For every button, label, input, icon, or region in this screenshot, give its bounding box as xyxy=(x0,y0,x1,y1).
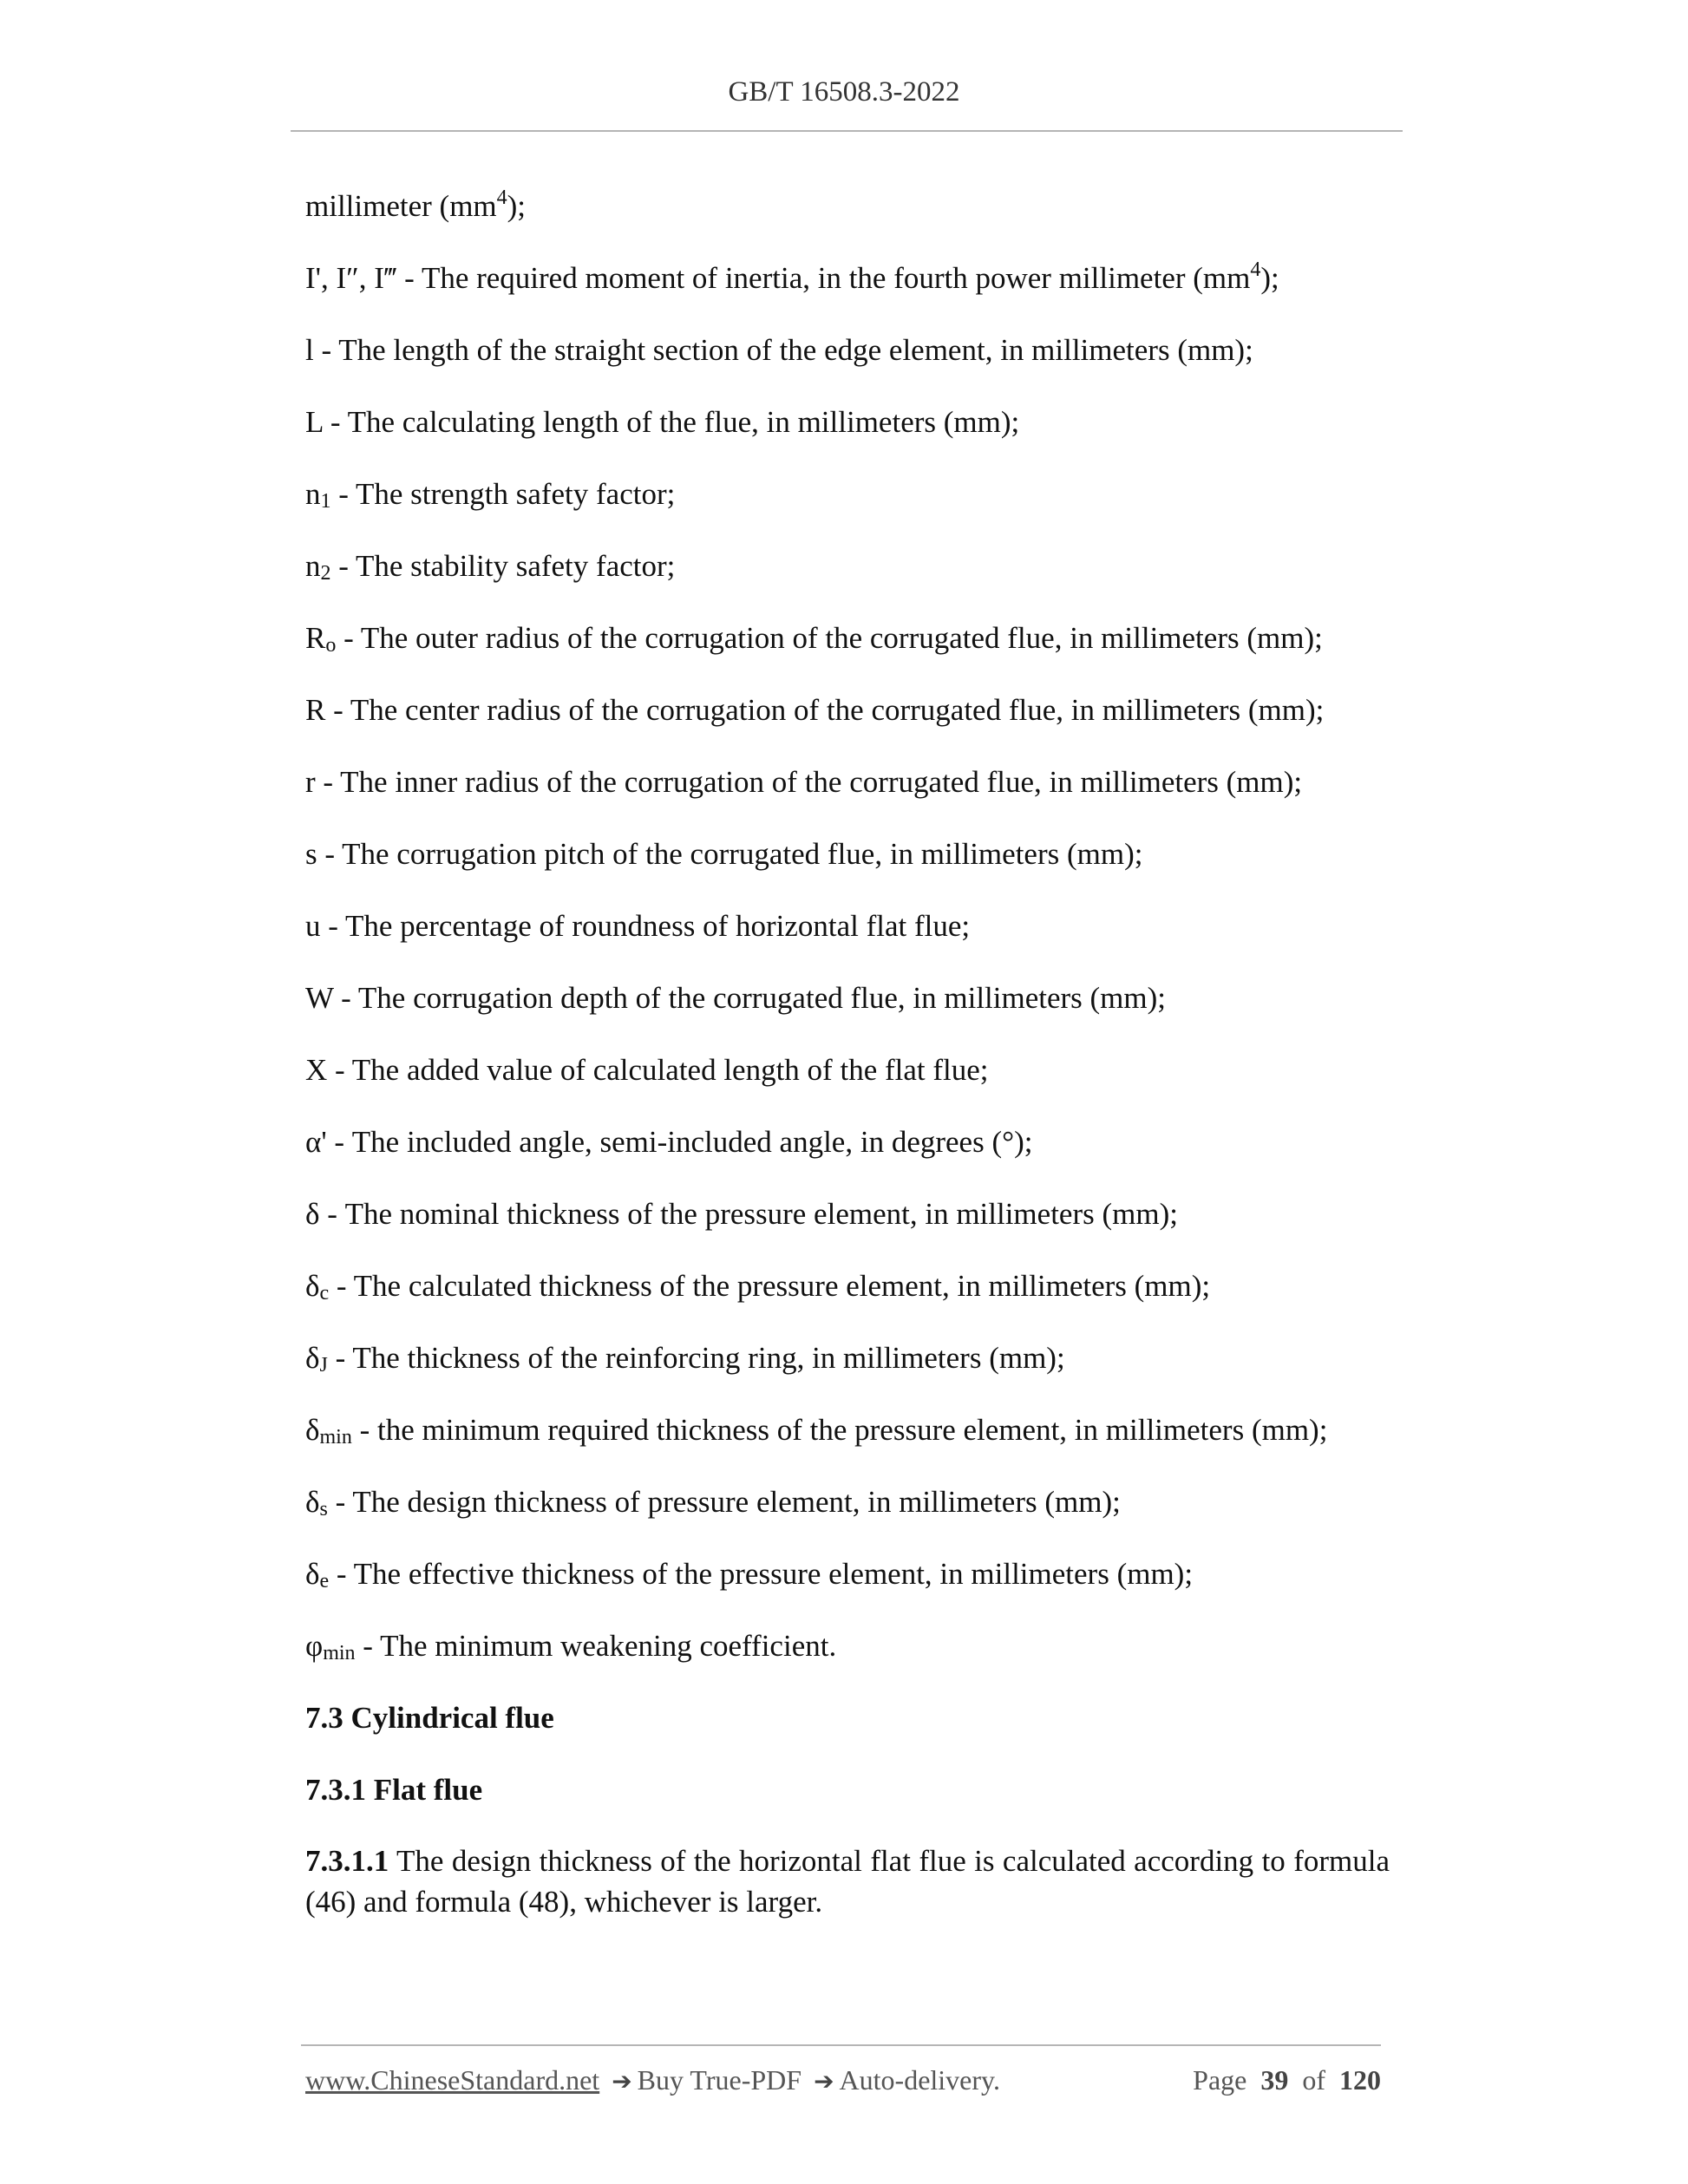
footer-divider xyxy=(301,2044,1381,2046)
symbol-text: δ - The nominal thickness of the pressure element, in millimeters (mm); xyxy=(305,1197,1178,1231)
symbol-text: n xyxy=(305,477,321,511)
definition-text: - The effective thickness of the pressure element, in millimeters (mm); xyxy=(329,1557,1194,1591)
symbol-text: R xyxy=(305,621,326,655)
definition-line xyxy=(305,329,1390,372)
definition-line xyxy=(305,617,1390,660)
section-heading-7-3: 7.3 Cylindrical flue xyxy=(305,1701,554,1735)
definition-line xyxy=(305,977,1390,1020)
right-arrow-icon: ➔ xyxy=(814,2067,834,2096)
symbol-subscript: o xyxy=(325,634,337,657)
definition-text: - The design thickness of pressure element, in millimeters (mm); xyxy=(327,1485,1121,1519)
symbol-text: δ xyxy=(305,1557,320,1591)
page-indicator xyxy=(1193,2064,1381,2096)
footer-links xyxy=(305,2064,1000,2096)
header-divider xyxy=(291,130,1403,132)
page-number: 39 xyxy=(1260,2064,1289,2096)
unit-superscript: 4 xyxy=(496,186,507,209)
symbol-subscript: min xyxy=(323,1642,356,1664)
symbol-text: I', I″, I‴ - The required moment of inertia, in the fourth power millimeter (mm xyxy=(305,261,1251,295)
symbol-definitions-list xyxy=(305,185,1390,1668)
unit-superscript: 4 xyxy=(1250,258,1261,281)
symbol-text: n xyxy=(305,549,321,583)
symbol-subscript: 2 xyxy=(320,562,331,585)
symbol-text: s - The corrugation pitch of the corrugated flue, in millimeters (mm); xyxy=(305,837,1143,871)
clause-number: 7.3.1.1 xyxy=(305,1844,389,1878)
buy-true-pdf-text: Buy True-PDF xyxy=(637,2064,802,2096)
definition-line xyxy=(305,689,1390,732)
definition-line xyxy=(305,905,1390,948)
symbol-subscript: 1 xyxy=(320,490,331,513)
clause-7-3-1-1 xyxy=(305,1841,1390,1922)
clause-text: The design thickness of the horizontal flat flue is calculated according to formula (46) and formula (48), whichever is larger. xyxy=(305,1844,1390,1919)
symbol-subscript: e xyxy=(319,1570,330,1592)
definition-line xyxy=(305,1625,1390,1668)
definition-text: - The stability safety factor; xyxy=(330,549,676,583)
symbol-subscript: J xyxy=(319,1354,328,1376)
definition-line xyxy=(305,401,1390,444)
symbol-text: δ xyxy=(305,1341,320,1375)
symbol-subscript: s xyxy=(319,1498,328,1520)
section-heading-7-3-1: 7.3.1 Flat flue xyxy=(305,1773,483,1807)
of-label: of xyxy=(1302,2064,1325,2096)
symbol-text: δ xyxy=(305,1269,320,1303)
definition-line xyxy=(305,185,1390,228)
right-arrow-icon: ➔ xyxy=(612,2067,632,2096)
symbol-text: u - The percentage of roundness of horizontal flat flue; xyxy=(305,909,971,943)
definition-line xyxy=(305,1553,1390,1596)
symbol-subscript: min xyxy=(319,1426,352,1448)
definition-line xyxy=(305,761,1390,804)
page-total: 120 xyxy=(1339,2064,1381,2096)
auto-delivery-text: Auto-delivery. xyxy=(839,2064,1000,2096)
symbol-text: δ xyxy=(305,1485,320,1519)
definition-text: - The outer radius of the corrugation of the corrugated flue, in millimeters (mm); xyxy=(336,621,1323,655)
definition-line xyxy=(305,1337,1390,1380)
document-body xyxy=(305,185,1390,1922)
definition-line xyxy=(305,1481,1390,1524)
definition-line xyxy=(305,1121,1390,1164)
definition-tail: ); xyxy=(1260,261,1279,295)
symbol-text: α' - The included angle, semi-included angle, in degrees (°); xyxy=(305,1125,1033,1159)
symbol-text: φ xyxy=(305,1629,324,1663)
definition-line xyxy=(305,1193,1390,1236)
symbol-subscript: c xyxy=(319,1282,330,1305)
symbol-text: r - The inner radius of the corrugation of the corrugated flue, in millimeters (mm); xyxy=(305,765,1303,799)
page-label: Page xyxy=(1193,2064,1247,2096)
symbol-text: R - The center radius of the corrugation of the corrugated flue, in millimeters (mm); xyxy=(305,693,1325,727)
definition-line xyxy=(305,833,1390,876)
definition-line xyxy=(305,473,1390,516)
symbol-text: δ xyxy=(305,1413,320,1447)
definition-text: - The thickness of the reinforcing ring, in millimeters (mm); xyxy=(327,1341,1065,1375)
definition-text: - The calculated thickness of the pressure element, in millimeters (mm); xyxy=(329,1269,1211,1303)
document-header: GB/T 16508.3-2022 xyxy=(728,76,960,108)
definition-line xyxy=(305,1049,1390,1092)
definition-line xyxy=(305,545,1390,588)
definition-text: - the minimum required thickness of the pressure element, in millimeters (mm); xyxy=(351,1413,1328,1447)
symbol-text: l - The length of the straight section of the edge element, in millimeters (mm); xyxy=(305,333,1253,367)
definition-text: - The strength safety factor; xyxy=(330,477,676,511)
definition-text: - The minimum weakening coefficient. xyxy=(355,1629,837,1663)
definition-line xyxy=(305,1409,1390,1452)
symbol-text: W - The corrugation depth of the corrugated flue, in millimeters (mm); xyxy=(305,981,1167,1015)
definition-text: millimeter (mm xyxy=(305,189,497,223)
symbol-text: X - The added value of calculated length of the flat flue; xyxy=(305,1053,989,1087)
symbol-text: L - The calculating length of the flue, in millimeters (mm); xyxy=(305,405,1020,439)
definition-line xyxy=(305,1265,1390,1308)
definition-line xyxy=(305,257,1390,300)
definition-tail: ); xyxy=(507,189,527,223)
chinesestandard-link[interactable]: www.ChineseStandard.net xyxy=(305,2064,600,2096)
